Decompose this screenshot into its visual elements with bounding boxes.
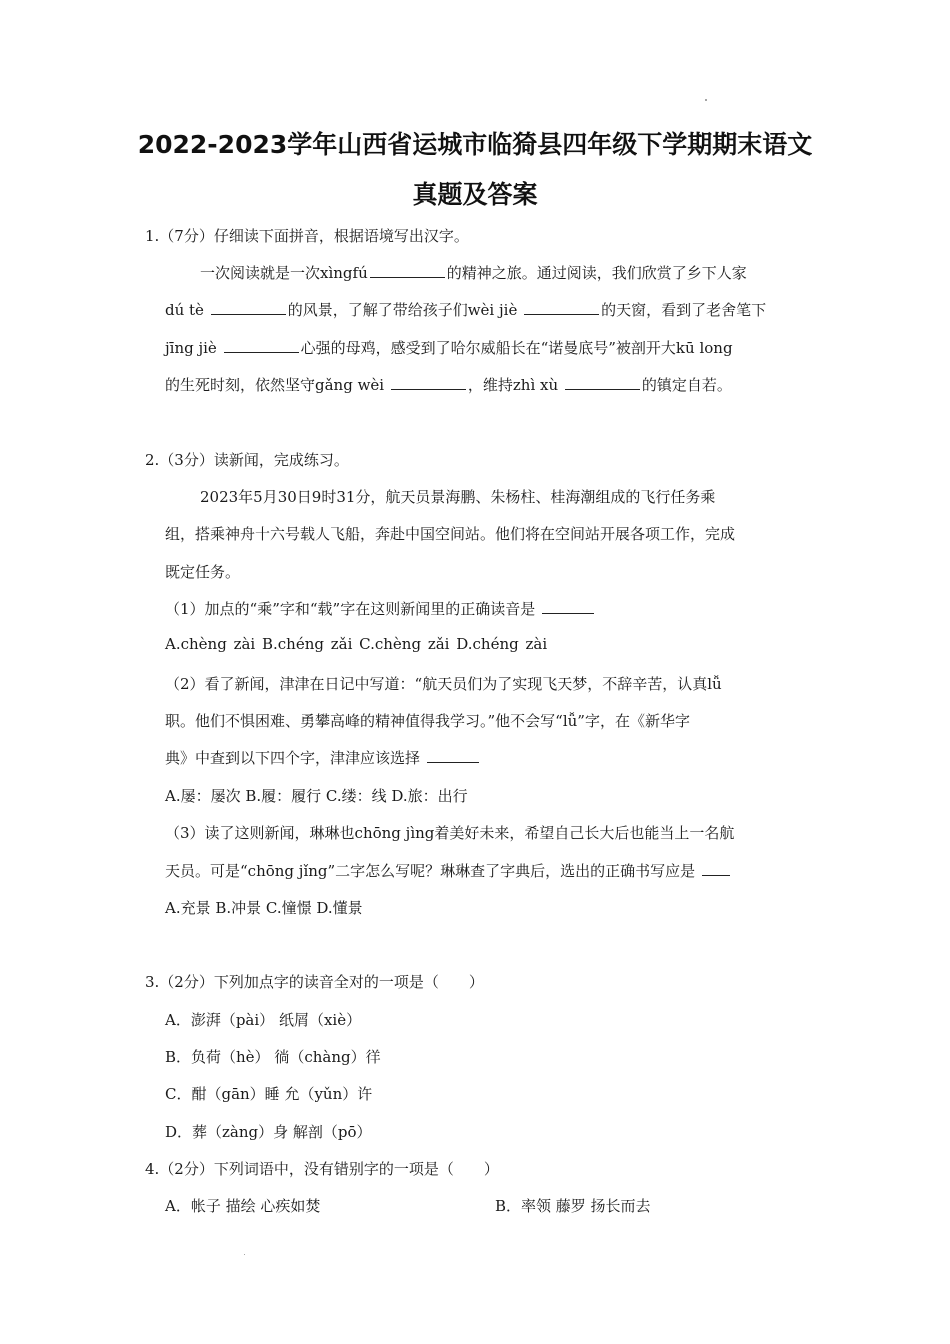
q1-text: 的镇定自若。 [641, 376, 732, 394]
q1-text: dú tè [165, 301, 204, 319]
subquestion-2-text: 典》中查到以下四个字，津津应该选择 [165, 749, 421, 767]
q1-text: 心强的母鸡，感受到了哈尔威船长在“诺曼底号”被剖开大kū long [300, 339, 733, 357]
news-paragraph-line-3: 既定任务。 [165, 563, 241, 581]
answer-blank[interactable] [524, 300, 599, 315]
answer-blank[interactable] [427, 748, 479, 763]
subquestion-1-options: A.chèng zài B.chéng zǎi C.chèng zǎi D.chéng zài [165, 635, 548, 653]
answer-blank[interactable] [702, 861, 730, 876]
answer-blank[interactable] [391, 375, 466, 390]
q1-text: 一次阅读就是一次xìngfú [200, 264, 368, 282]
question-3-option-c: C．酣（gān）睡 允（yǔn）许 [165, 1085, 373, 1103]
subquestion-2-options: A.屡：屡次 B.履：履行 C.缕：线 D.旅：出行 [165, 787, 468, 805]
q1-text: 的风景，了解了带给孩子们wèi jiè [287, 301, 518, 319]
question-4-option-a: A．帐子 描绘 心疾如焚 [165, 1197, 321, 1215]
subquestion-2-line-3 [165, 747, 481, 768]
q1-text: 的生死时刻，依然坚守gǎng wèi [165, 376, 385, 394]
news-paragraph-line-2: 组，搭乘神舟十六号载人飞船，奔赴中国空间站。他们将在空间站开展各项工作，完成 [165, 525, 736, 543]
subquestion-2-line-1: （2）看了新闻，津津在日记中写道：“航天员们为了实现飞天梦，不辞辛苦，认真lǚ [165, 675, 722, 693]
scan-speck [244, 1254, 245, 1255]
answer-blank[interactable] [542, 599, 594, 614]
question-3-option-b: B．负荷（hè） 徜（chàng）徉 [165, 1048, 381, 1066]
question-1-header: 1.（7分）仔细读下面拼音，根据语境写出汉字。 [145, 227, 469, 245]
q1-text: jīng jiè [165, 339, 217, 357]
question-3-header: 3.（2分）下列加点字的读音全对的一项是（ ） [145, 973, 484, 991]
subquestion-3-text: 天员。可是“chōng jǐng”二字怎么写呢？琳琳查了字典后，选出的正确书写应是 [165, 862, 696, 880]
answer-blank[interactable] [224, 338, 299, 353]
subquestion-2-line-2: 职。他们不惧困难、勇攀高峰的精神值得我学习。”他不会写“lǚ”字，在《新华字 [165, 712, 690, 730]
q1-text: 的精神之旅。通过阅读，我们欣赏了乡下人家 [446, 264, 747, 282]
q1-text: 的天窗，看到了老舍笔下 [601, 301, 767, 319]
question-4-option-b: B．率领 藤罗 扬长而去 [495, 1197, 651, 1215]
scan-speck [705, 99, 707, 101]
question-3-option-a: A．澎湃（pài） 纸屑（xiè） [165, 1011, 362, 1029]
subquestion-3-line-1: （3）读了这则新闻，琳琳也chōng jìng着美好未来，希望自己长大后也能当上一名航 [165, 824, 735, 842]
question-2-header: 2.（3分）读新闻，完成练习。 [145, 451, 349, 469]
question-1-line-2 [165, 299, 766, 320]
question-1-line-1 [200, 262, 747, 283]
question-1-line-4 [165, 374, 732, 395]
question-1-line-3 [165, 337, 733, 358]
answer-blank[interactable] [370, 263, 445, 278]
answer-blank[interactable] [565, 375, 640, 390]
document-title-line2: 真题及答案 [412, 180, 538, 209]
subquestion-1 [165, 598, 596, 619]
subquestion-3-line-2 [165, 860, 732, 881]
question-3-option-d: D．葬（zàng）身 解剖（pō） [165, 1123, 372, 1141]
q1-text: ，维持zhì xù [467, 376, 559, 394]
question-4-header: 4.（2分）下列词语中，没有错别字的一项是（ ） [145, 1160, 499, 1178]
subquestion-1-text: （1）加点的“乘”字和“载”字在这则新闻里的正确读音是 [165, 600, 536, 618]
news-paragraph-line-1: 2023年5月30日9时31分，航天员景海鹏、朱杨柱、桂海潮组成的飞行任务乘 [200, 488, 716, 506]
answer-blank[interactable] [211, 300, 286, 315]
document-title-line1: 2022-2023学年山西省运城市临猗县四年级下学期期末语文 [137, 130, 813, 159]
subquestion-3-options: A.充景 B.冲景 C.憧憬 D.懂景 [165, 899, 363, 917]
